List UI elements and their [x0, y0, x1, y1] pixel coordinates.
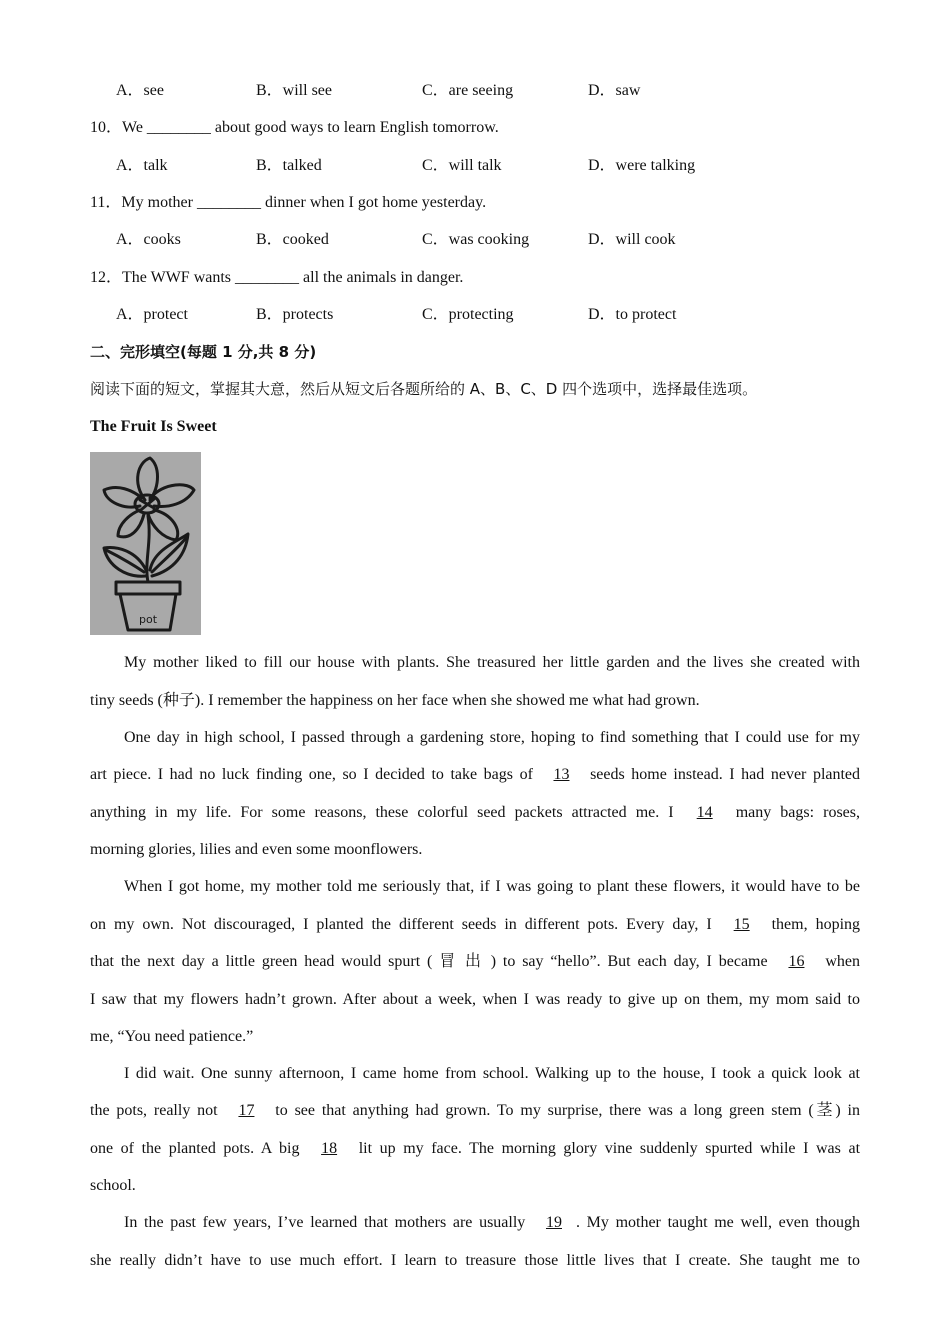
- option-a: A．see: [116, 82, 164, 99]
- blank-15: 15: [733, 916, 750, 933]
- pot-label: pot: [138, 613, 158, 626]
- passage-text: anything in my life. For some reasons, these colorful seed packets attracted me. I: [90, 804, 674, 821]
- option-a: A．talk: [116, 157, 168, 174]
- passage-line: One day in high school, I passed through a gardening store, hoping to find something that I could use for my: [124, 729, 860, 746]
- passage-text: them, hoping: [771, 916, 861, 933]
- passage-line: school.: [90, 1177, 136, 1194]
- passage-text: In the past few years, I’ve learned that mothers are usually: [124, 1214, 526, 1231]
- option-c: C．will talk: [422, 157, 502, 174]
- passage-text: many bags: roses,: [735, 804, 861, 821]
- flower-pot-drawing: [90, 452, 201, 635]
- passage-text: that the next day a little green head would spurt ( 冒 出 ) to say “hello”. But each day, I became: [90, 953, 768, 970]
- question-12-stem: 12．The WWF wants ________ all the animals in danger.: [90, 269, 464, 286]
- blank-18: 18: [321, 1140, 338, 1157]
- option-b: B．protects: [256, 306, 334, 323]
- passage-line: [90, 803, 860, 823]
- option-c: C．are seeing: [422, 82, 514, 99]
- passage-line: [90, 1139, 860, 1159]
- option-c: C．protecting: [422, 306, 514, 323]
- option-a: A．protect: [116, 306, 188, 323]
- blank-16: 16: [788, 953, 805, 970]
- passage-line: I saw that my flowers hadn’t grown. After about a week, when I was ready to give up on them, my mom said to: [90, 991, 860, 1008]
- section-heading: 二、完形填空(每题 1 分,共 8 分): [90, 343, 317, 361]
- passage-line: [90, 1213, 860, 1233]
- question-11-options: [0, 230, 950, 250]
- option-b: B．talked: [256, 157, 322, 174]
- blank-19: 19: [545, 1214, 562, 1231]
- passage-line: When I got home, my mother told me seriously that, if I was going to plant these flowers, it would have to be: [124, 878, 860, 895]
- passage-text: one of the planted pots. A big: [90, 1140, 300, 1157]
- question-11-stem: 11．My mother ________ dinner when I got home yesterday.: [90, 194, 487, 211]
- option-d: D．were talking: [588, 157, 696, 174]
- option-c: C．was cooking: [422, 231, 530, 248]
- passage-text: seeds home instead. I had never planted: [590, 766, 861, 783]
- option-a: A．cooks: [116, 231, 181, 248]
- passage-line: [90, 915, 860, 935]
- passage-line: tiny seeds (种子). I remember the happiness on her face when she showed me what had grown.: [90, 692, 700, 709]
- passage-line: she really didn’t have to use much effort. I learn to treasure those little lives that I create. She taught me to: [90, 1252, 860, 1269]
- passage-line: [90, 1101, 860, 1121]
- passage-text: on my own. Not discouraged, I planted the different seeds in different pots. Every day, I: [90, 916, 712, 933]
- passage-text: when: [825, 953, 860, 970]
- passage-text: lit up my face. The morning glory vine suddenly spurted while I was at: [358, 1140, 861, 1157]
- passage-line: [90, 765, 860, 785]
- option-d: D．to protect: [588, 306, 677, 323]
- passage-text: to see that anything had grown. To my surprise, there was a long green stem (茎) in: [275, 1102, 860, 1119]
- passage-text: art piece. I had no luck finding one, so I decided to take bags of: [90, 766, 533, 783]
- passage-line: morning glories, lilies and even some moonflowers.: [90, 841, 423, 858]
- passage-text: . My mother taught me well, even though: [575, 1214, 861, 1231]
- question-10-options: [0, 156, 950, 176]
- question-12-options: [0, 305, 950, 325]
- blank-14: 14: [696, 804, 713, 821]
- flower-pot-image: [90, 452, 201, 635]
- blank-13: 13: [553, 766, 570, 783]
- option-b: B．cooked: [256, 231, 329, 248]
- passage-line: My mother liked to fill our house with plants. She treasured her little garden and the lives she created with: [124, 654, 860, 671]
- question-9-options: [0, 81, 950, 101]
- option-d: D．will cook: [588, 231, 676, 248]
- option-b: B．will see: [256, 82, 332, 99]
- passage-line: I did wait. One sunny afternoon, I came home from school. Walking up to the house, I took a quick look at: [124, 1065, 860, 1082]
- blank-17: 17: [238, 1102, 255, 1119]
- question-10-stem: 10．We ________ about good ways to learn English tomorrow.: [90, 119, 499, 136]
- passage-line: [90, 952, 860, 972]
- article-title: The Fruit Is Sweet: [90, 418, 217, 435]
- option-d: D．saw: [588, 82, 641, 99]
- passage-text: the pots, really not: [90, 1102, 218, 1119]
- section-instruction: 阅读下面的短文，掌握其大意，然后从短文后各题所给的 A、B、C、D 四个选项中，选择最佳选项。: [90, 380, 758, 398]
- passage-line: me, “You need patience.”: [90, 1028, 254, 1045]
